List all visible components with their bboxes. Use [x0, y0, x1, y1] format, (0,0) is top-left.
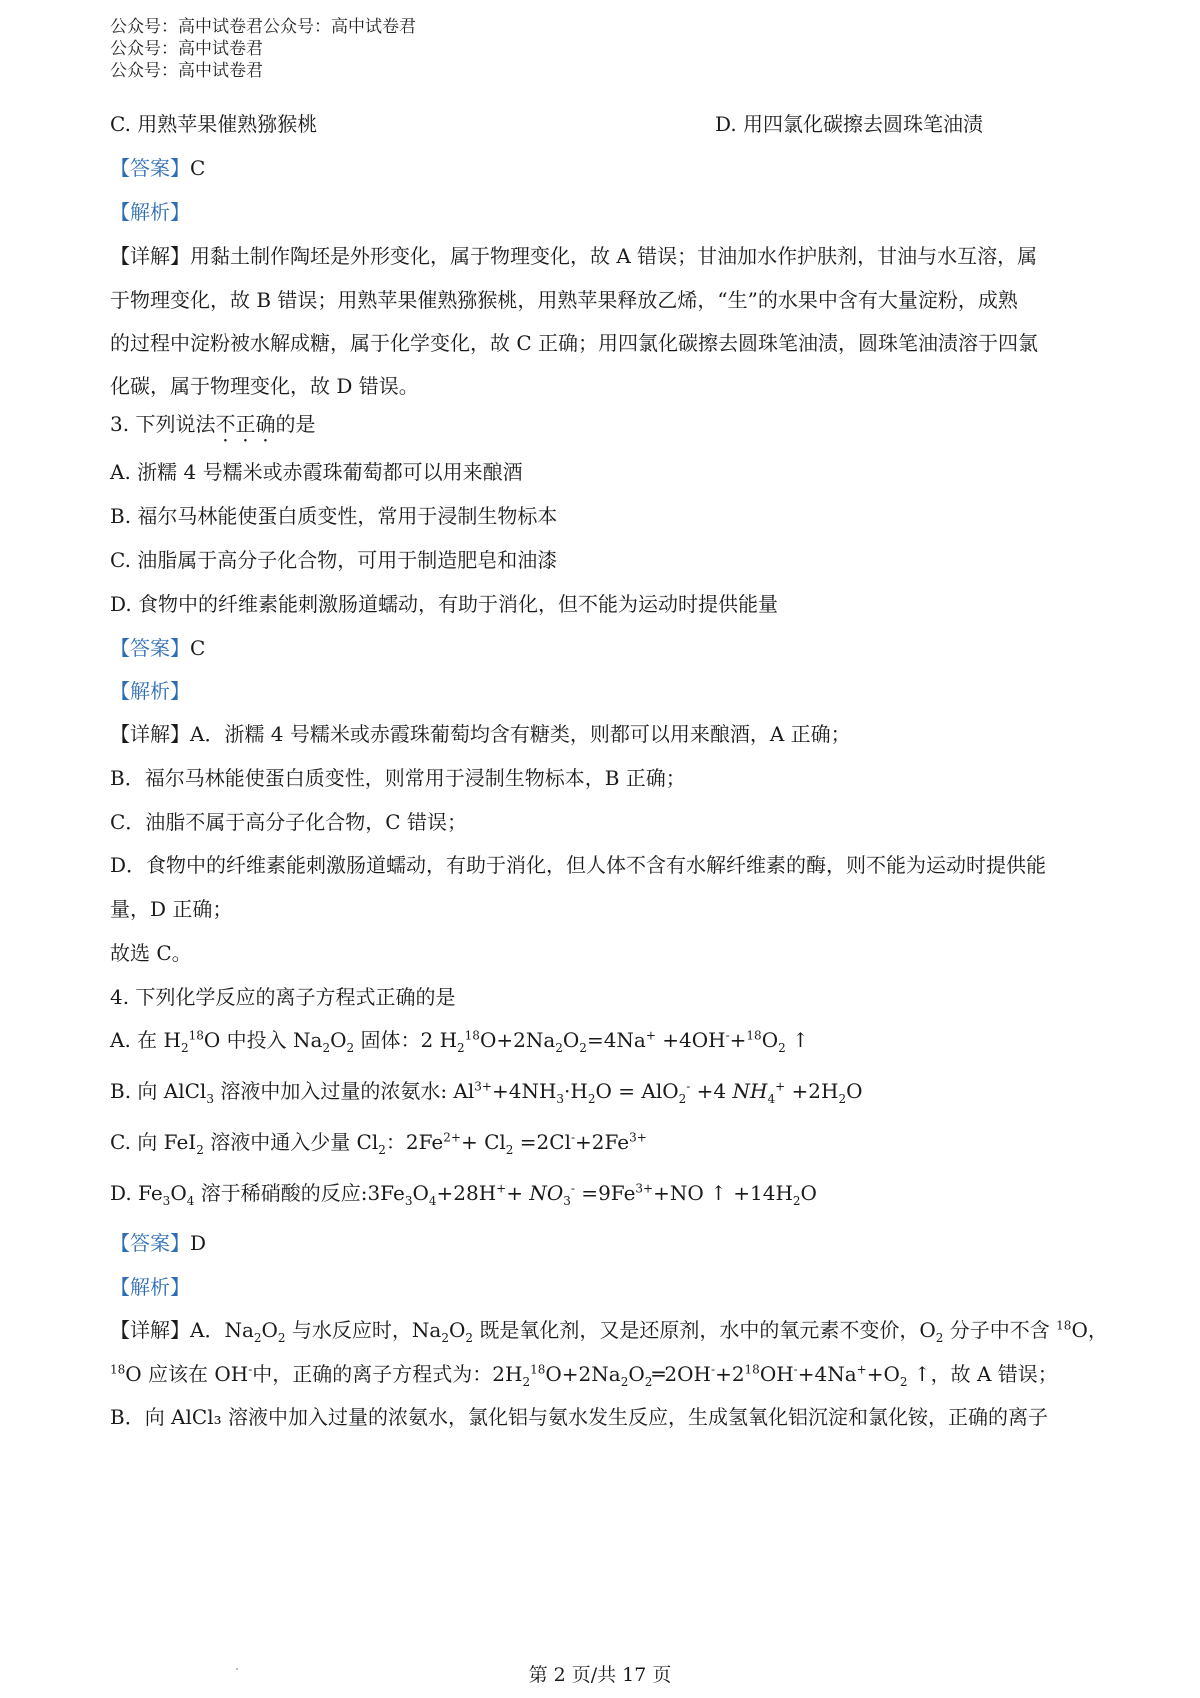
q2-detail-line: 化碳，属于物理变化，故 D 错误。 — [110, 374, 419, 398]
emphasis-char: 不 — [215, 412, 236, 436]
option-label: D. — [110, 1181, 139, 1205]
analysis-tag: 【解析】 — [110, 200, 190, 224]
q3-stem — [110, 410, 1100, 438]
page-number: 第 2 页/共 17 页 — [528, 1664, 672, 1686]
q3-stem-text: 3. 下列说法 — [110, 412, 216, 436]
answer-value: C — [190, 636, 206, 660]
q3-detail-line: C．油脂不属于高分子化合物，C 错误； — [110, 810, 467, 834]
q4-option-b: B. 向 AlCl$_3$ 溶液中加入过量的浓氨水: $Al^{3+}+4NH_3\cdot H_2O = AlO_2^- +4$ $NH_4^+ +2H_2O$ — [110, 1079, 863, 1106]
answer-tag: 【答案】 — [110, 636, 190, 660]
q3-conclusion: 故选 C。 — [110, 941, 192, 965]
q3-analysis-tag — [110, 677, 1100, 705]
q4-detail-line: $^{18}$O 应该在 OH-中，正确的离子方程式为：$2H_2^{18}O+2Na_2O_2═2OH^-+2^{18}OH^-+4Na^++O_2$ ↑，故 A 错误； — [110, 1362, 1058, 1389]
q2-detail-line — [110, 242, 1100, 270]
q2-answer — [110, 154, 1100, 182]
q4-detail-line: B．向 AlCl₃ 溶液中加入过量的浓氨水，氯化铝与氨水发生反应，生成氢氧化铝沉淀和氯化铵，正确的离子 — [110, 1405, 1048, 1429]
q3-detail-line: 量，D 正确； — [110, 897, 233, 921]
q3-option-b: B. 福尔马林能使蛋白质变性，常用于浸制生物标本 — [110, 504, 558, 528]
q3-answer — [110, 634, 1100, 662]
q2-detail-line: 的过程中淀粉被水解成糖，属于化学变化，故 C 正确；用四氯化碳擦去圆珠笔油渍，圆珠笔油渍溶于四氯 — [110, 331, 1039, 355]
q4-option-a: A. 在 $H_2^{18}O$ 中投入 $Na_2O_2$ 固体：2 $H_2^{18}O+2Na_2O_2=4Na^+ +4OH^-+^{18}O_2$ ↑ — [110, 1028, 809, 1055]
q3-detail-line: B．福尔马林能使蛋白质变性，则常用于浸制生物标本，B 正确； — [110, 766, 686, 790]
q3-detail-line: D．食物中的纤维素能刺激肠道蠕动，有助于消化，但人体不含有水解纤维素的酶，则不能为运动时提供能 — [110, 853, 1047, 877]
q3-option-d: D. 食物中的纤维素能刺激肠道蠕动，有助于消化，但不能为运动时提供能量 — [110, 592, 779, 616]
q3-detail-line — [110, 720, 1100, 748]
q4-detail-line: 【详解】A．$Na_2O_2$ 与水反应时，$Na_2O_2$ 既是氧化剂，又是还原剂，水中的氧元素不变价，$O_2$ 分子中不含 $^{18}$O， — [110, 1318, 1108, 1345]
watermark-line: 公众号：高中试卷君 — [110, 61, 263, 81]
answer-tag: 【答案】 — [110, 156, 190, 180]
detail-text: 用黏土制作陶坯是外形变化，属于物理变化，故 A 错误；甘油加水作护肤剂，甘油与水互溶，属 — [190, 244, 1038, 268]
answer-value: C — [190, 156, 206, 180]
q2-option-d: D. 用四氯化碳擦去圆珠笔油渍 — [715, 112, 984, 136]
q3-option-c: C. 油脂属于高分子化合物，可用于制造肥皂和油漆 — [110, 548, 558, 572]
detail-tag: 【详解】 — [110, 1318, 190, 1342]
q4-option-d: D. $Fe_3O_4$ 溶于稀硝酸的反应$:3Fe_3O_4+28H^++ NO_3^- =9Fe^{3+}+NO$ ↑ $+14H_2O$ — [110, 1181, 817, 1208]
answer-tag: 【答案】 — [110, 1231, 190, 1255]
watermark-line: 公众号：高中试卷君公众号：高中试卷君 — [110, 17, 416, 37]
q2-detail-line: 于物理变化，故 B 错误；用熟苹果催熟猕猴桃，用熟苹果释放乙烯，“生”的水果中含有大量淀粉，成熟 — [110, 288, 1018, 312]
q4-answer — [110, 1229, 1100, 1257]
q3-option-a: A. 浙糯 4 号糯米或赤霞珠葡萄都可以用来酿酒 — [110, 460, 523, 484]
emphasis-char: 正 — [235, 412, 256, 436]
q4-analysis-tag — [110, 1273, 1100, 1301]
q4-option-c: C. 向 FeI$_2$ 溶液中通入少量 $Cl_2$：$2Fe^{2+}+ Cl_2 =2Cl^-+2Fe^{3+}$ — [110, 1130, 647, 1157]
emphasis-char: 确 — [255, 412, 276, 436]
option-label: B. 向 — [110, 1079, 164, 1103]
watermark-line: 公众号：高中试卷君 — [110, 39, 263, 59]
q3-stem-text: 的是 — [275, 412, 316, 436]
answer-value: D — [190, 1231, 207, 1255]
detail-tag: 【详解】 — [110, 244, 190, 268]
q4-stem: 4. 下列化学反应的离子方程式正确的是 — [110, 985, 456, 1009]
q2-options-row — [110, 110, 1100, 138]
detail-text: A．浙糯 4 号糯米或赤霞珠葡萄均含有糖类，则都可以用来酿酒，A 正确； — [190, 722, 851, 746]
q2-option-c: C. 用熟苹果催熟猕猴桃 — [110, 112, 318, 136]
analysis-tag: 【解析】 — [110, 1275, 190, 1299]
q2-analysis-tag — [110, 198, 1100, 226]
analysis-tag: 【解析】 — [110, 679, 190, 703]
option-label: A. 在 — [110, 1028, 164, 1052]
option-label: C. 向 — [110, 1130, 164, 1154]
detail-tag: 【详解】 — [110, 722, 190, 746]
